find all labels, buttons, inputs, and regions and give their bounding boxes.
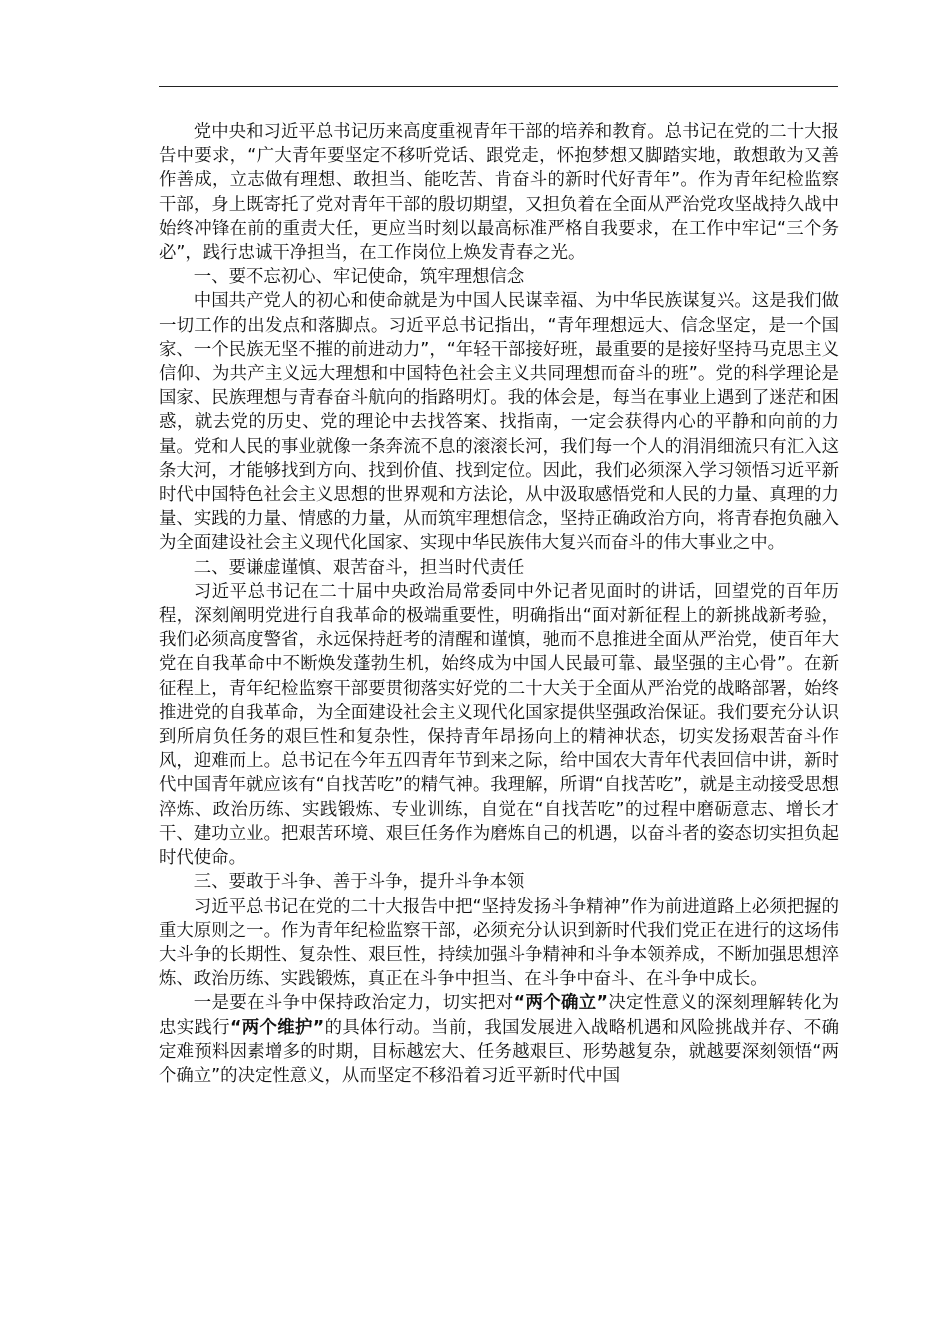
header-rule <box>159 86 838 87</box>
text-run: 一是要在斗争中保持政治定力，切实把对 <box>193 993 514 1014</box>
section-heading-2: 二、要谦虚谨慎、艰苦奋斗，担当时代责任 <box>193 557 525 578</box>
text-run: 决定性意义的深刻理解转化为忠实践行 <box>159 993 839 1038</box>
paragraph-section-3-point-1 <box>159 991 839 1088</box>
paragraph-intro: 党中央和习近平总书记历来高度重视青年干部的培养和教育。总书记在党的二十大报告中要求，“广大青年要坚定不移听党话、跟党走，怀抱梦想又脚踏实地，敢想敢为又善作善成，立志做有理想、敢担当、能吃苦、肯奋斗的新时代好青年”。作为青年纪检监察干部，身上既寄托了党对青年干部的殷切期望，又担负着在全面从严治党攻坚战持久战中始终冲锋在前的重责大任，更应当时刻以最高标准严格自我要求，在工作中牢记“三个务必”，践行忠诚干净担当，在工作岗位上焕发青春之光。 <box>159 122 839 264</box>
section-heading-3: 三、要敢于斗争、善于斗争，提升斗争本领 <box>193 872 525 893</box>
text-run: 的具体行动。当前，我国发展进入战略机遇和风险挑战并存、不确定难预料因素增多的时期，目标越宏大、任务越艰巨、形势越复杂，就越要深刻领悟“两个确立”的决定性意义，从而坚定不移沿着习近平新时代中国 <box>159 1017 839 1086</box>
emphasis-two-establishments: “两个确立” <box>513 993 608 1014</box>
paragraph-section-1: 中国共产党人的初心和使命就是为中国人民谋幸福、为中华民族谋复兴。这是我们做一切工作的出发点和落脚点。习近平总书记指出，“青年理想远大、信念坚定，是一个国家、一个民族无坚不摧的前进动力”，“年轻干部接好班，最重要的是接好坚持马克思主义信仰、为共产主义远大理想和中国特色社会主义共同理想而奋斗的班”。党的科学理论是国家、民族理想与青春奋斗航向的指路明灯。我的体会是，每当在事业上遇到了迷茫和困惑，就去党的历史、党的理论中去找答案、找指南，一定会获得内心的平静和向前的力量。党和人民的事业就像一条奔流不息的滚滚长河，我们每一个人的涓涓细流只有汇入这条大河，才能够找到方向、找到价值、找到定位。因此，我们必须深入学习领悟习近平新时代中国特色社会主义思想的世界观和方法论，从中汲取感悟党和人民的力量、真理的力量、实践的力量、情感的力量，从而筑牢理想信念，坚持正确政治方向，将青春抱负融入为全面建设社会主义现代化国家、实现中华民族伟大复兴而奋斗的伟大事业之中。 <box>159 291 839 554</box>
paragraph-section-2: 习近平总书记在二十届中央政治局常委同中外记者见面时的讲话，回望党的百年历程，深刻阐明党进行自我革命的极端重要性，明确指出“面对新征程上的新挑战新考验，我们必须高度警省，永远保持赶考的清醒和谨慎，驰而不息推进全面从严治党，使百年大党在自我革命中不断焕发蓬勃生机，始终成为中国人民最可靠、最坚强的主心骨”。在新征程上，青年纪检监察干部要贯彻落实好党的二十大关于全面从严治党的战略部署，始终推进党的自我革命，为全面建设社会主义现代化国家提供坚强政治保证。我们要充分认识到所肩负任务的艰巨性和复杂性，保持青年昂扬向上的精神状态，切实发扬艰苦奋斗作风，迎难而上。总书记在今年五四青年节到来之际，给中国农大青年代表回信中讲，新时代中国青年就应该有“自找苦吃”的精气神。我理解，所谓“自找苦吃”，就是主动接受思想淬炼、政治历练、实践锻炼、专业训练，自觉在“自找苦吃”的过程中磨砺意志、增长才干、建功立业。把艰苦环境、艰巨任务作为磨炼自己的机遇，以奋斗者的姿态切实担负起时代使命。 <box>159 581 839 869</box>
paragraph-section-3: 习近平总书记在党的二十大报告中把“坚持发扬斗争精神”作为前进道路上必须把握的重大原则之一。作为青年纪检监察干部，必须充分认识到新时代我们党正在进行的这场伟大斗争的长期性、复杂性、艰巨性，持续加强斗争精神和斗争本领养成，不断加强思想淬炼、政治历练、实践锻炼，真正在斗争中担当、在斗争中奋斗、在斗争中成长。 <box>159 896 839 990</box>
section-heading-1: 一、要不忘初心、牢记使命，筑牢理想信念 <box>193 267 525 288</box>
document-body <box>159 120 839 1088</box>
emphasis-two-safeguards: “两个维护” <box>230 1017 325 1038</box>
